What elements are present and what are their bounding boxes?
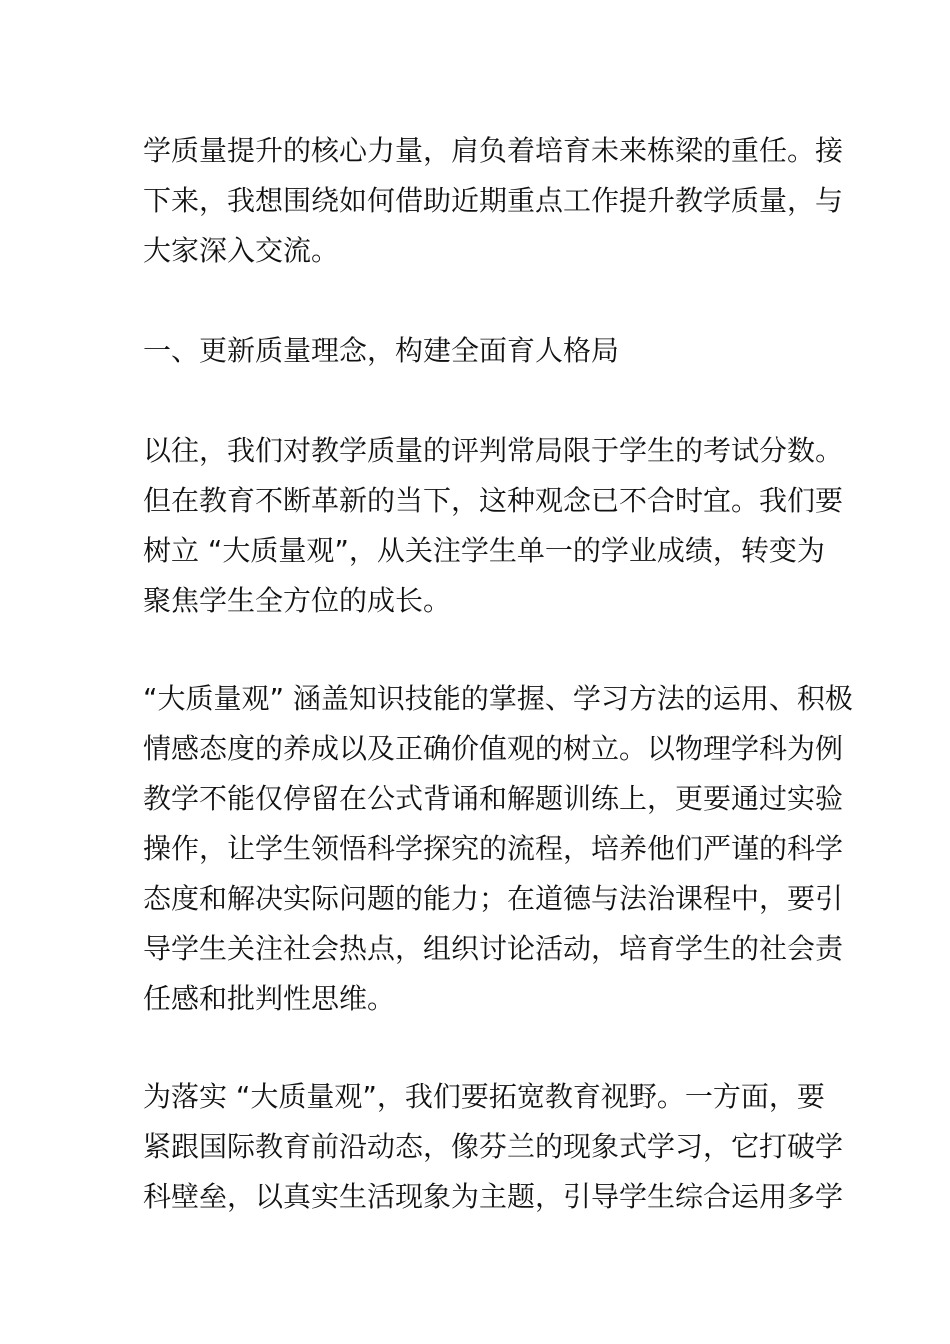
text-line: 操作，让学生领悟科学探究的流程，培养他们严谨的科学 [143,832,844,865]
text-line: 但在教育不断革新的当下，这种观念已不合时宜。我们要 [143,484,844,517]
text-line: 大家深入交流。 [143,234,340,267]
text-line: 聚焦学生全方位的成长。 [143,584,452,617]
text-line: “大质量观” 涵盖知识技能的掌握、学习方法的运用、积极 [143,682,853,715]
text-line: 情感态度的养成以及正确价值观的树立。以物理学科为例 [143,732,844,765]
heading-line: 一、更新质量理念，构建全面育人格局 [143,334,620,367]
text-line: 态度和解决实际问题的能力；在道德与法治课程中，要引 [143,882,844,915]
text-line: 以往，我们对教学质量的评判常局限于学生的考试分数。 [143,434,844,467]
text-line: 科壁垒，以真实生活现象为主题，引导学生综合运用多学 [143,1180,844,1213]
text-line: 教学不能仅停留在公式背诵和解题训练上，更要通过实验 [143,782,844,815]
text-line: 任感和批判性思维。 [143,982,396,1015]
text-line: 为落实 “大质量观”，我们要拓宽教育视野。一方面，要 [143,1080,825,1113]
text-line: 导学生关注社会热点，组织讨论活动，培育学生的社会责 [143,932,844,965]
text-line: 学质量提升的核心力量，肩负着培育未来栋梁的重任。接 [143,134,844,167]
text-line: 下来，我想围绕如何借助近期重点工作提升教学质量，与 [143,184,844,217]
text-line: 树立 “大质量观”，从关注学生单一的学业成绩，转变为 [143,534,825,567]
text-line: 紧跟国际教育前沿动态，像芬兰的现象式学习，它打破学 [143,1130,844,1163]
